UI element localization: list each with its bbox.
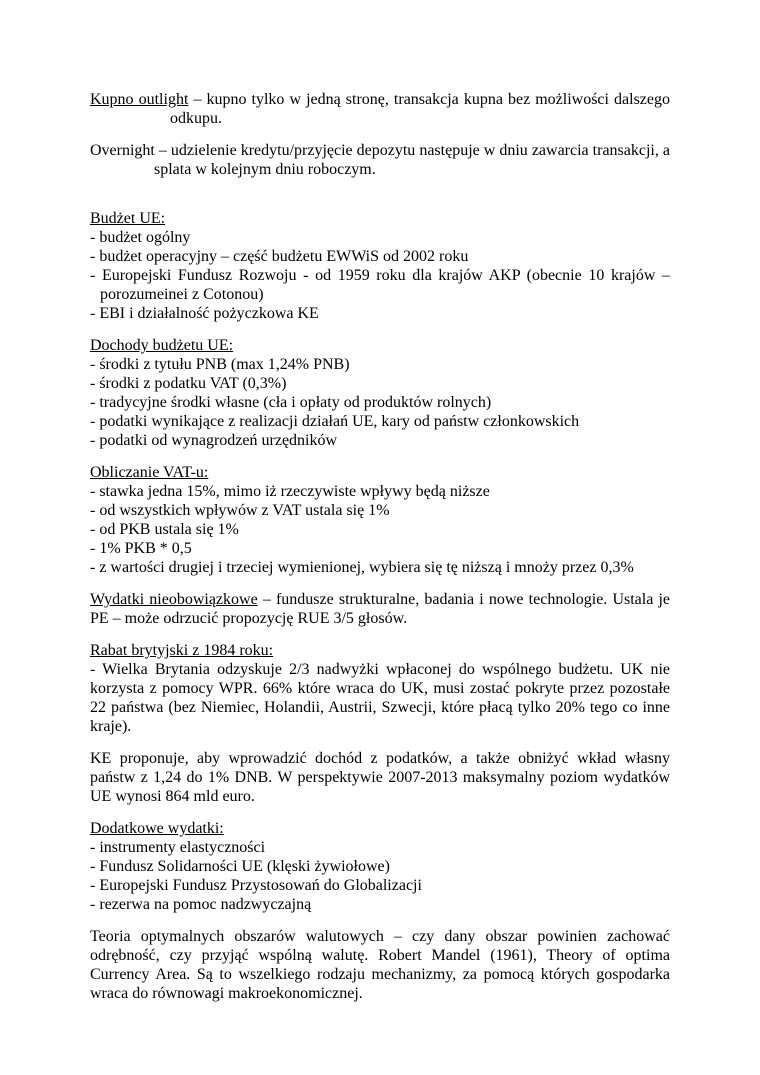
paragraph-ke-proponuje: KE proponuje, aby wprowadzić dochód z podatków, a także obniżyć wkład własny państw z 1,24 do 1% DNB. W perspektywie 2007-2013 maksymalny poziom wydatków UE wynosi 864 mld euro.: [90, 750, 670, 805]
section-dochody-budzetu-ue: [90, 336, 670, 450]
term-wydatki-nieobowiazkowe: Wydatki nieobowiązkowe: [90, 591, 258, 608]
paragraph-teoria-optymalnych-obszarow: Teoria optymalnych obszarów walutowych – czy dany obszar powinien zachować odrębność, czy przyjąć wspólną walutę. Robert Mandel (1961), Theory of optima Currency Area. Są to wszelkiego rodzaju mechanizmy, za pomocą których gospodarka wraca do równowagi makroekonomicznej.: [90, 928, 670, 1002]
definition-kupno-outlight: [90, 90, 670, 128]
list-item: - Europejski Fundusz Przystosowań do Globalizacji: [90, 877, 422, 894]
section-heading-row: [90, 463, 670, 482]
definition-body-overnight: Overnight – udzielenie kredytu/przyjęcie depozytu następuje w dniu zawarcia transakcji, a splata w kolejnym dniu roboczym.: [90, 142, 670, 178]
section-heading-row: [90, 819, 670, 838]
paragraph-body-wydatki: – fundusze strukturalne, badania i nowe technologie. Ustala je PE – może odrzucić propozycję RUE 3/5 głosów.: [90, 591, 671, 627]
definition-body-kupno: – kupno tylko w jedną stronę, transakcja kupna bez możliwości dalszego odkupu.: [170, 91, 670, 127]
list-item: - stawka jedna 15%, mimo iż rzeczywiste wpływy będą niższe: [90, 483, 490, 500]
section-obliczanie-vat: [90, 463, 670, 577]
list-item: - od PKB ustala się 1%: [90, 521, 239, 538]
list-item: - środki z podatku VAT (0,3%): [90, 375, 287, 392]
list-item: - EBI i działalność pożyczkowa KE: [90, 305, 319, 322]
section-heading-row: [90, 336, 670, 355]
heading-dodatkowe-wydatki: Dodatkowe wydatki:: [90, 820, 224, 837]
paragraph-wydatki-nieobowiazkowe: [90, 590, 670, 628]
list-item: - 1% PKB * 0,5: [90, 540, 192, 557]
list-item: - środki z tytułu PNB (max 1,24% PNB): [90, 356, 350, 373]
section-budzet-ue: [90, 209, 670, 323]
list-item: - rezerwa na pomoc nadzwyczajną: [90, 896, 312, 913]
heading-obliczanie-vat: Obliczanie VAT-u:: [90, 464, 209, 481]
section-dodatkowe-wydatki: [90, 819, 670, 914]
section-rabat-brytyjski: [90, 641, 670, 736]
list-item: - tradycyjne środki własne (cła i opłaty od produktów rolnych): [90, 394, 492, 411]
paragraph-overnight: [90, 141, 670, 179]
list-item: - z wartości drugiej i trzeciej wymienionej, wybiera się tę niższą i mnoży przez 0,3%: [90, 559, 634, 576]
term-kupno-outlight: Kupno outlight: [90, 91, 189, 108]
section-heading-row: [90, 641, 670, 660]
list-item: - Europejski Fundusz Rozwoju - od 1959 roku dla krajów AKP (obecnie 10 krajów – porozumeinei z Cotonou): [90, 267, 670, 303]
paragraph-rabat-brytyjski: - Wielka Brytania odzyskuje 2/3 nadwyżki wpłaconej do wspólnego budżetu. UK nie korzysta z pomocy WPR. 66% które wraca do UK, musi zostać pokryte przez pozostałe 22 państwa (bez Niemiec, Holandii, Austrii, Szwecji, które płacą tylko 20% tego co inne kraje).: [90, 661, 670, 735]
heading-dochody-budzetu-ue: Dochody budżetu UE:: [90, 337, 234, 354]
heading-rabat-brytyjski: Rabat brytyjski z 1984 roku:: [90, 642, 274, 659]
list-item: - od wszystkich wpływów z VAT ustala się 1%: [90, 502, 390, 519]
list-item: - instrumenty elastyczności: [90, 839, 266, 856]
list-item: - budżet ogólny: [90, 229, 191, 246]
section-heading-row: [90, 209, 670, 228]
list-item: - podatki wynikające z realizacji działań UE, kary od państw członkowskich: [90, 413, 580, 430]
heading-budzet-ue: Budżet UE:: [90, 210, 166, 227]
list-item: - podatki od wynagrodzeń urzędników: [90, 432, 338, 449]
list-item: - Fundusz Solidarności UE (klęski żywiołowe): [90, 858, 390, 875]
list-item: - budżet operacyjny – część budżetu EWWiS od 2002 roku: [90, 248, 469, 265]
